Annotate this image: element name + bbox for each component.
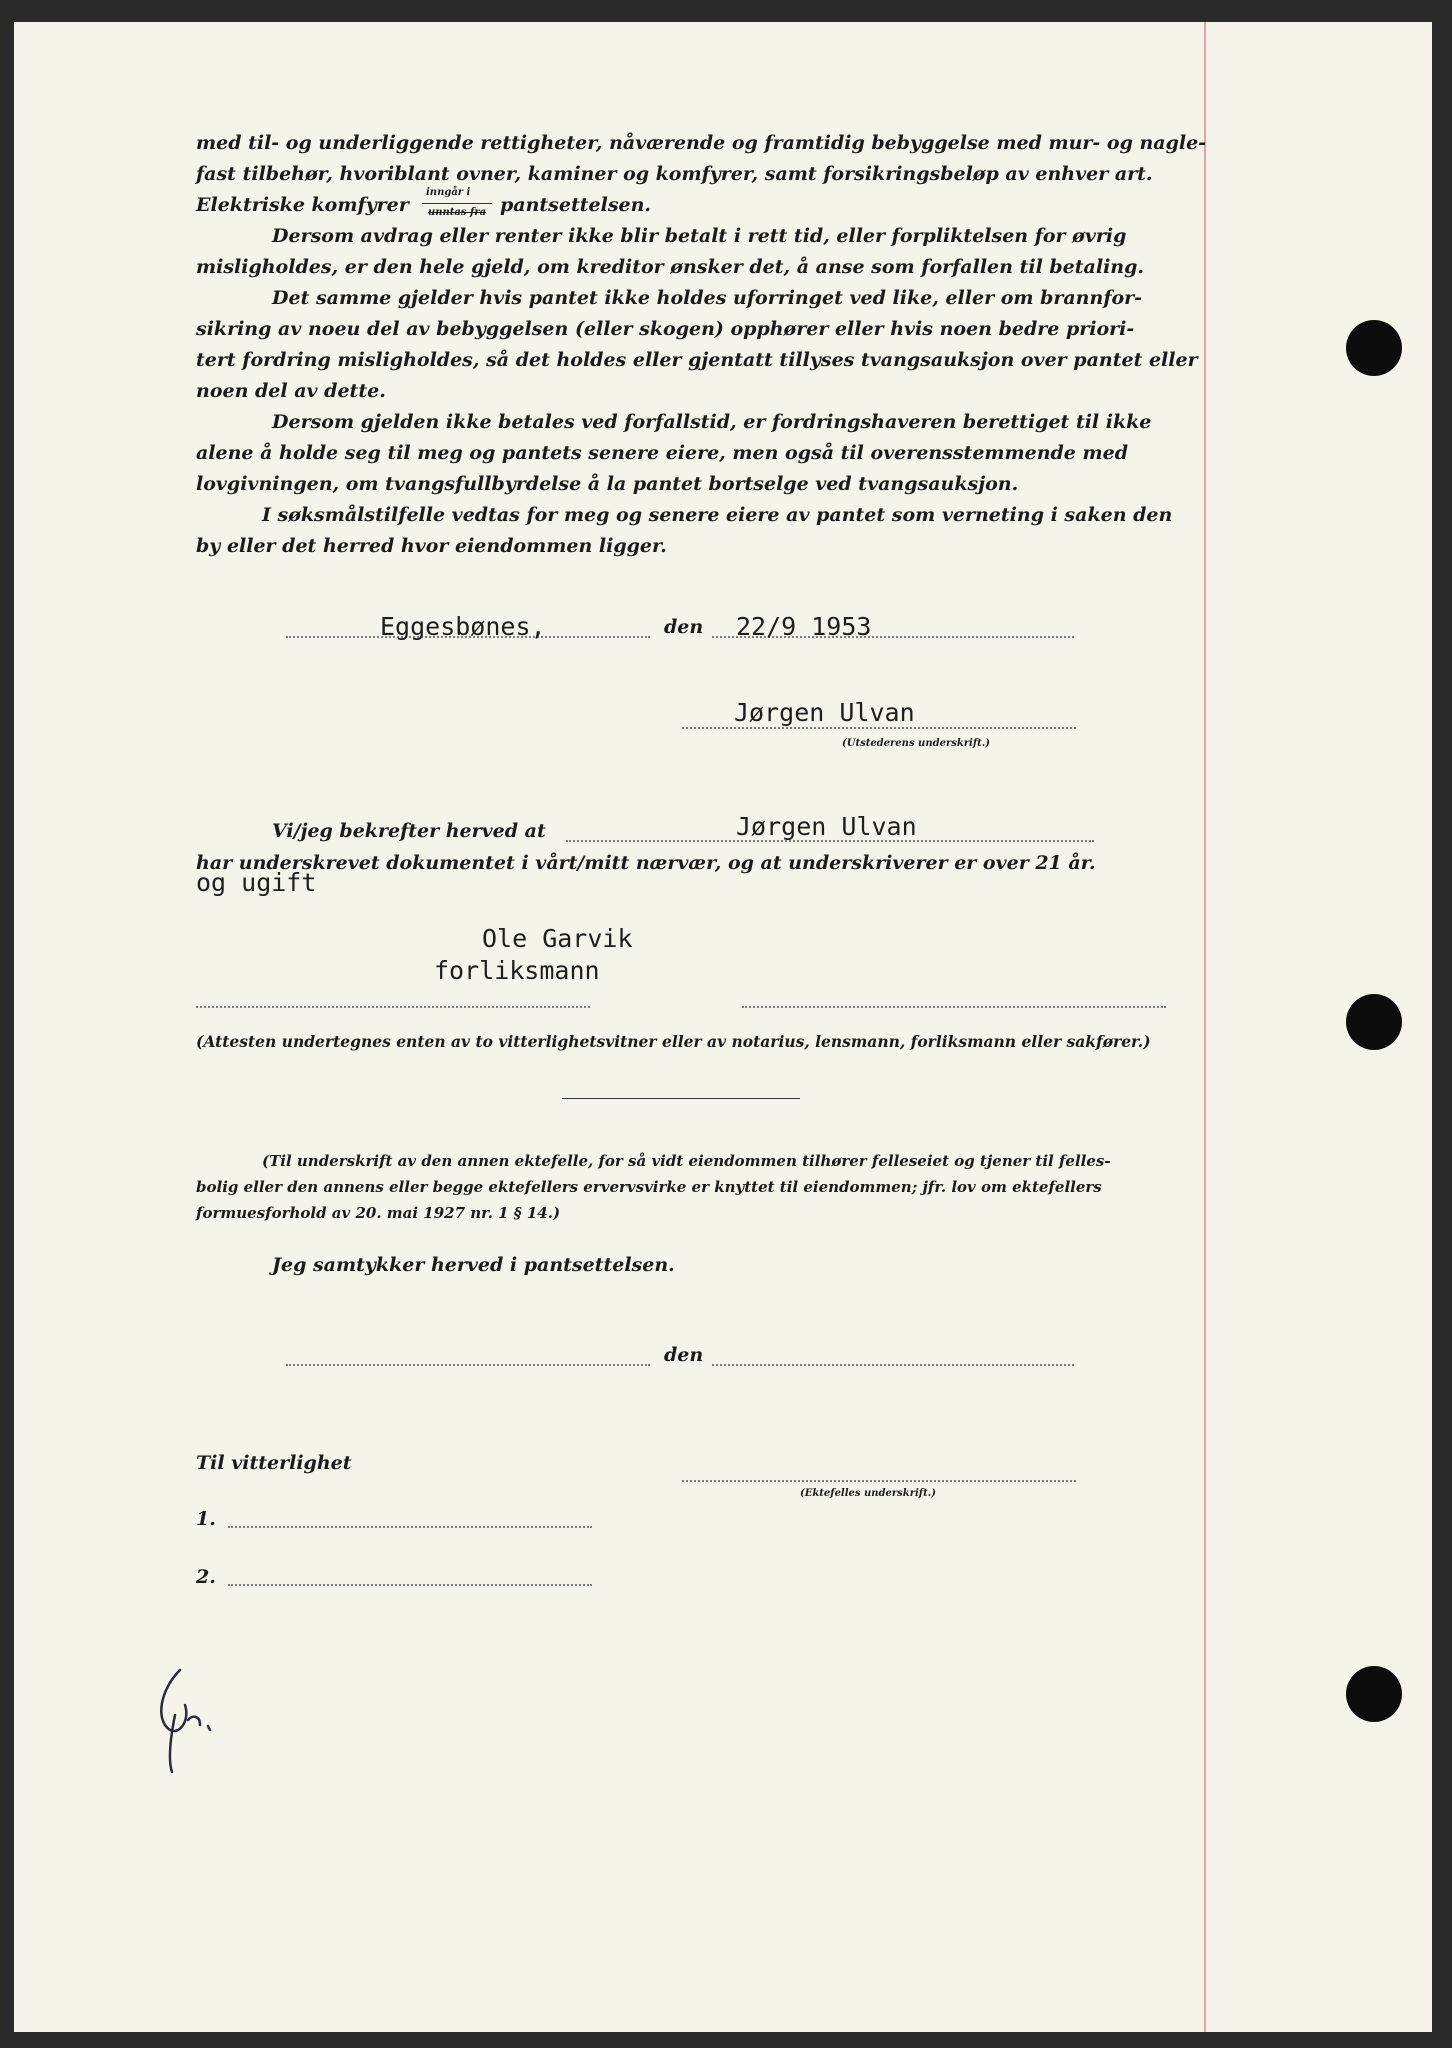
- date: 22/9 1953: [736, 612, 872, 641]
- spouse-note: (Til underskrift av den annen ektefelle, for så vidt eiendommen tilhører felleseiet og tjener til felles-: [262, 1152, 1111, 1170]
- witness-name: Ole Garvik: [482, 924, 633, 953]
- typed-addition: og ugift: [196, 868, 317, 897]
- spouse-signature-line: [682, 1480, 1076, 1482]
- margin-rule: [1204, 22, 1206, 2032]
- body-line: I søksmålstilfelle vedtas for meg og senere eiere av pantet som verneting i saken den: [262, 504, 1173, 526]
- attest-note: (Attesten undertegnes enten av to vitterlighetsvitner eller av notarius, lensmann, forliksmann eller sakfører.): [196, 1032, 1151, 1051]
- witness-line-right: [742, 1006, 1166, 1008]
- den-label-2: den: [664, 1344, 704, 1366]
- insert-above: inngår i: [426, 187, 471, 198]
- witness-2-line: [228, 1584, 592, 1586]
- punch-hole: [1346, 320, 1402, 376]
- insert-rule: [422, 203, 492, 204]
- til-vitterlighet: Til vitterlighet: [196, 1452, 352, 1474]
- body-line: fast tilbehør, hvoriblant ovner, kaminer og komfyrer, samt forsikringsbeløp av enhver art.: [196, 163, 1153, 185]
- body-line: Det samme gjelder hvis pantet ikke holdes uforringet ved like, eller om brannfor-: [272, 287, 1143, 309]
- witness-title: forliksmann: [434, 956, 600, 985]
- body-line: noen del av dette.: [196, 380, 386, 402]
- confirm-line-2: har underskrevet dokumentet i vårt/mitt nærvær, og at underskriverer er over 21 år.: [196, 852, 1096, 874]
- consent: Jeg samtykker herved i pantsettelsen.: [272, 1254, 675, 1276]
- issuer-signature-line: [682, 727, 1076, 729]
- body-line: Dersom gjelden ikke betales ved forfallstid, er fordringshaveren berettiget til ikke: [272, 411, 1152, 433]
- punch-hole: [1346, 994, 1402, 1050]
- confirm-prefix: Vi/jeg bekrefter herved at: [272, 820, 546, 842]
- body-line: Elektriske komfyrer: [196, 194, 409, 216]
- body-line: tert fordring misligholdes, så det holdes eller gjentatt tillyses tvangsauksjon over pantet eller: [196, 349, 1198, 371]
- body-line: lovgivningen, om tvangsfullbyrdelse å la pantet bortselge ved tvangsauksjon.: [196, 473, 1019, 495]
- spouse-note: bolig eller den annens eller begge ektefellers ervervsvirke er knyttet til eiendommen; jfr. lov om ektefellers: [196, 1178, 1102, 1196]
- witness-2-label: 2.: [196, 1566, 216, 1588]
- body-line: sikring av noeu del av bebyggelsen (eller skogen) opphører eller hvis noen bedre priori-: [196, 318, 1135, 340]
- body-line: alene å holde seg til meg og pantets senere eiere, men også til overensstemmende med: [196, 442, 1128, 464]
- spouse-note: formuesforhold av 20. mai 1927 nr. 1 § 14.): [196, 1204, 561, 1222]
- body-line: misligholdes, er den hele gjeld, om kreditor ønsker det, å anse som forfallen til betaling.: [196, 256, 1145, 278]
- handwritten-initials-icon: [150, 1660, 230, 1780]
- body-line: pantsettelsen.: [500, 194, 652, 216]
- consent-place-line: [286, 1364, 650, 1366]
- body-line: by eller det herred hvor eiendommen ligger.: [196, 535, 667, 557]
- witness-1-line: [228, 1526, 592, 1528]
- place: Eggesbønes,: [380, 612, 546, 641]
- witness-line-left: [196, 1006, 590, 1008]
- body-line: med til- og underliggende rettigheter, nåværende og framtidig bebyggelse med mur- og nagle-: [196, 132, 1207, 154]
- issuer-name: Jørgen Ulvan: [734, 698, 915, 727]
- punch-hole: [1346, 1666, 1402, 1722]
- consent-date-line: [712, 1364, 1074, 1366]
- spouse-caption: (Ektefelles underskrift.): [800, 1488, 936, 1499]
- section-divider: [562, 1098, 800, 1099]
- issuer-caption: (Utstederens underskrift.): [842, 738, 990, 749]
- witness-1-label: 1.: [196, 1508, 216, 1530]
- den-label: den: [664, 616, 704, 638]
- body-line: Dersom avdrag eller renter ikke blir betalt i rett tid, eller forpliktelsen for øvrig: [272, 225, 1127, 247]
- confirm-name: Jørgen Ulvan: [736, 812, 917, 841]
- insert-struck: unntas fra: [428, 207, 487, 218]
